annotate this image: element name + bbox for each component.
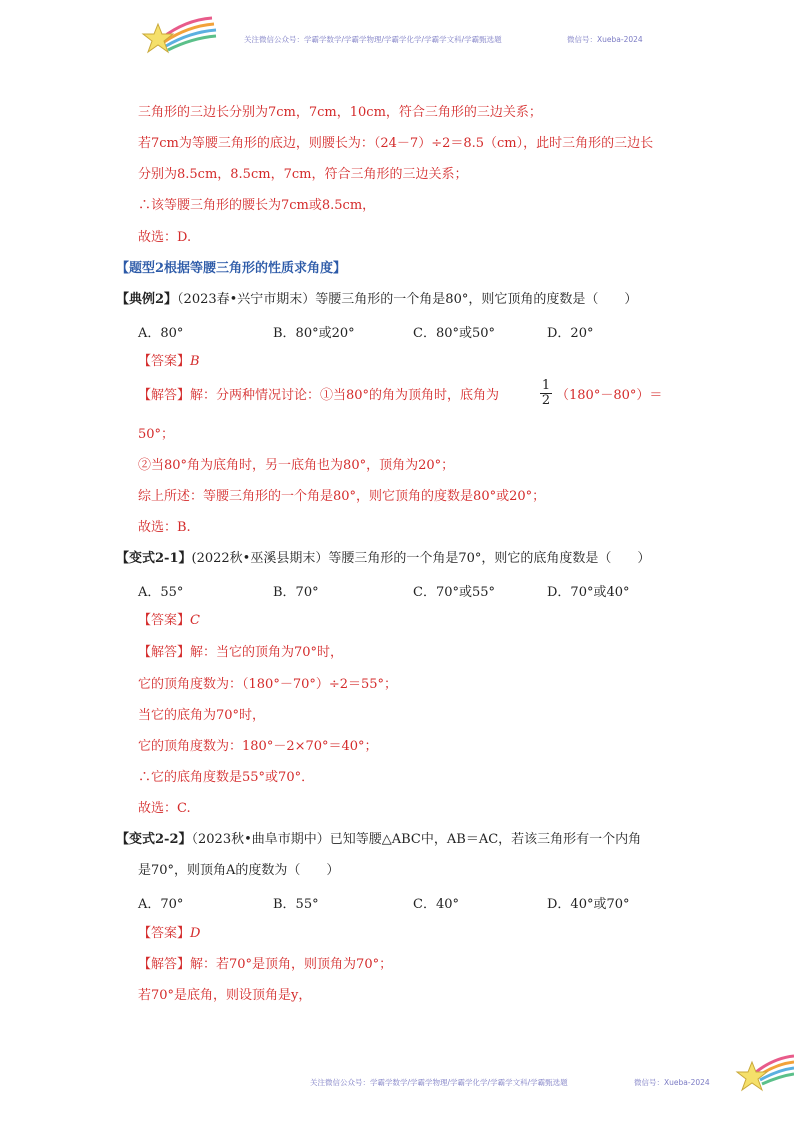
option-a: A．70° bbox=[138, 897, 184, 912]
answer-value: D bbox=[190, 926, 201, 941]
option-d: D．40°或70° bbox=[547, 897, 630, 912]
solution-line: 当它的底角为70°时， bbox=[138, 708, 266, 723]
solution-line: 若70°是底角，则设顶角是y， bbox=[138, 988, 312, 1003]
solution-line: 它的顶角度数为：180°－2×70°＝40°； bbox=[138, 739, 378, 754]
option-d: D．70°或40° bbox=[547, 585, 630, 600]
solution-line: 故选：C. bbox=[138, 801, 191, 816]
solution-line: 故选：B. bbox=[138, 520, 191, 535]
section-title: 【题型2根据等腰三角形的性质求角度】 bbox=[116, 261, 347, 276]
solution-line: 若7cm为等腰三角形的底边，则腰长为：（24－7）÷2＝8.5（cm），此时三角形的三边长 bbox=[138, 136, 654, 151]
footer-text: 关注微信公众号：学霸学数学/学霸学物理/学霸学化学/学霸学文科/学霸甄选题 bbox=[310, 1078, 568, 1087]
solution-line: 分别为8.5cm，8.5cm，7cm，符合三角形的三边关系； bbox=[138, 167, 468, 182]
option-d: D．20° bbox=[547, 326, 594, 341]
question-text bbox=[116, 550, 650, 568]
question-tag: 【典例2】 bbox=[116, 292, 178, 307]
solution-line: 故选：D. bbox=[138, 230, 192, 245]
footer-wechat: 微信号：Xueba-2024 bbox=[634, 1078, 710, 1087]
option-b: B．70° bbox=[273, 585, 319, 600]
solution-line: ∴它的底角度数是55°或70°． bbox=[138, 770, 315, 785]
solution-line: 【解答】解：分两种情况讨论：①当80°的角为顶角时，底角为 bbox=[138, 388, 500, 403]
header-wechat: 微信号：Xueba-2024 bbox=[567, 35, 643, 44]
option-c: C．80°或50° bbox=[413, 326, 496, 341]
option-b: B．80°或20° bbox=[273, 326, 355, 341]
option-a: A．55° bbox=[138, 585, 184, 600]
question-text: 是70°，则顶角A的度数为（ ） bbox=[138, 863, 340, 878]
answer-line bbox=[138, 925, 200, 943]
solution-tag: 【解答】 bbox=[138, 388, 191, 403]
solution-line: 三角形的三边长分别为7cm，7cm，10cm，符合三角形的三边关系； bbox=[138, 105, 542, 120]
option-a: A．80° bbox=[138, 326, 184, 341]
solution-line: 它的顶角度数为：（180°－70°）÷2＝55°； bbox=[138, 677, 398, 692]
option-c: C．70°或55° bbox=[413, 585, 496, 600]
option-c: C．40° bbox=[413, 897, 459, 912]
answer-tag: 【答案】 bbox=[138, 354, 191, 369]
solution-line: ②当80°角为底角时，另一底角也为80°，顶角为20°； bbox=[138, 458, 455, 473]
question-body: （2023秋•曲阜市期中）已知等腰△ABC中，AB＝AC，若该三角形有一个内角 bbox=[191, 832, 642, 847]
solution-line: 【解答】解：当它的顶角为70°时， bbox=[138, 645, 344, 660]
solution-line: 50°； bbox=[138, 427, 175, 442]
solution-tag: 【解答】 bbox=[138, 645, 191, 660]
answer-value: C bbox=[190, 613, 200, 628]
star-logo-icon bbox=[734, 1050, 794, 1096]
solution-line: 综上所述：等腰三角形的一个角是80°，则它顶角的度数是80°或20°； bbox=[138, 489, 546, 504]
answer-tag: 【答案】 bbox=[138, 926, 191, 941]
question-body: (2022秋•巫溪县期末）等腰三角形的一个角是70°，则它的底角度数是（ ） bbox=[191, 551, 651, 566]
solution-tag: 【解答】 bbox=[138, 957, 191, 972]
solution-line: ∴该等腰三角形的腰长为7cm或8.5cm， bbox=[138, 198, 376, 213]
star-logo-icon bbox=[140, 14, 220, 60]
fraction: 1 2 bbox=[541, 378, 551, 408]
option-b: B．55° bbox=[273, 897, 319, 912]
answer-line bbox=[138, 353, 200, 371]
header-text: 关注微信公众号：学霸学数学/学霸学物理/学霸学化学/学霸学文科/学霸甄选题 bbox=[244, 35, 502, 44]
answer-tag: 【答案】 bbox=[138, 613, 191, 628]
question-text bbox=[116, 831, 641, 849]
answer-value: B bbox=[190, 354, 200, 369]
question-text bbox=[116, 291, 637, 309]
solution-line: 【解答】解：若70°是顶角，则顶角为70°； bbox=[138, 957, 393, 972]
question-body: （2023春•兴宁市期末）等腰三角形的一个角是80°，则它顶角的度数是（ ） bbox=[177, 292, 638, 307]
answer-line bbox=[138, 612, 200, 630]
solution-line: （180°－80°）＝ bbox=[556, 388, 663, 403]
question-tag: 【变式2-1】 bbox=[116, 551, 192, 566]
question-tag: 【变式2-2】 bbox=[116, 832, 192, 847]
